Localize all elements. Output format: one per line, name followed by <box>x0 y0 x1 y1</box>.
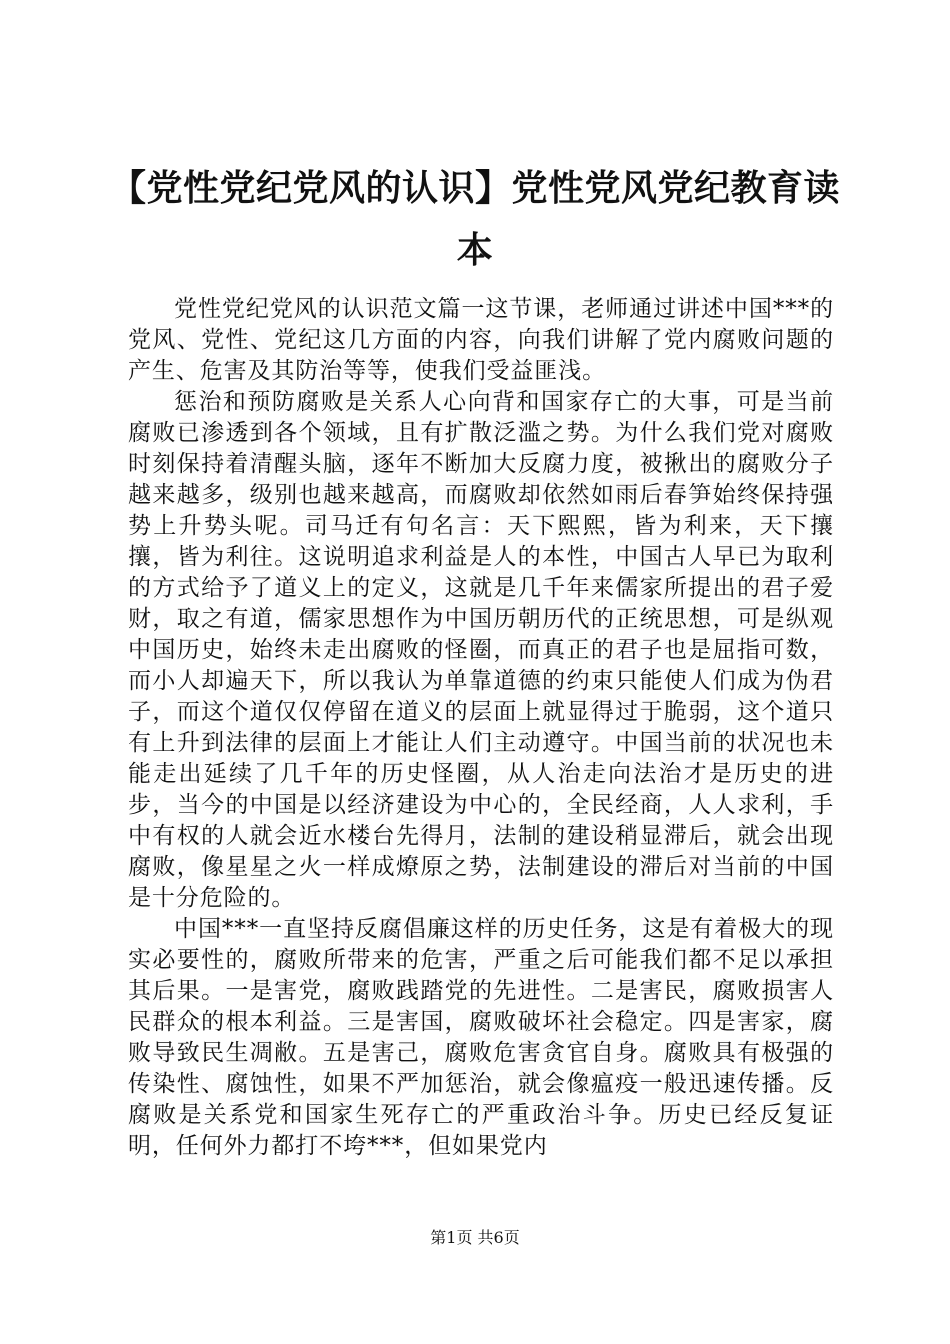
document-body <box>128 294 834 1194</box>
paragraph: 中国***一直坚持反腐倡廉这样的历史任务，这是有着极大的现实必要性的，腐败所带来的危害，严重之后可能我们都不足以承担其后果。一是害党，腐败践踏党的先进性。二是害民，腐败损害人民群众的根本利益。三是害国，腐败破坏社会稳定。四是害家，腐败导致民生凋敝。五是害己，腐败危害贪官自身。腐败具有极强的传染性、腐蚀性，如果不严加惩治，就会像瘟疫一般迅速传播。反腐败是关系党和国家生死存亡的严重政治斗争。历史已经反复证明，任何外力都打不垮***，但如果党内 <box>128 916 834 1159</box>
document-title: 【党性党纪党风的认识】党性党风党纪教育读本 <box>110 168 841 271</box>
page-number-footer: 第1页 共6页 <box>430 1228 520 1247</box>
paragraph: 惩治和预防腐败是关系人心向背和国家存亡的大事，可是当前腐败已渗透到各个领域，且有扩散泛滥之势。为什么我们党对腐败时刻保持着清醒头脑，逐年不断加大反腐力度，被揪出的腐败分子越来越多，级别也越来越高，而腐败却依然如雨后春笋始终保持强势上升势头呢。司马迁有句名言：天下熙熙，皆为利来，天下攘攘，皆为利往。这说明追求利益是人的本性，中国古人早已为取利的方式给予了道义上的定义，这就是几千年来儒家所提出的君子爱财，取之有道，儒家思想作为中国历朝历代的正统思想，可是纵观中国历史，始终未走出腐败的怪圈，而真正的君子也是屈指可数，而小人却遍天下，所以我认为单靠道德的约束只能使人们成为伪君子，而这个道仅仅停留在道义的层面上就显得过于脆弱，这个道只有上升到法律的层面上才能让人们主动遵守。中国当前的状况也未能走出延续了几千年的历史怪圈，从人治走向法治才是历史的进步，当今的中国是以经济建设为中心的，全民经商，人人求利，手中有权的人就会近水楼台先得月，法制的建设稍显滞后，就会出现腐败，像星星之火一样成燎原之势，法制建设的滞后对当前的中国是十分危险的。 <box>128 389 834 911</box>
paragraph: 党性党纪党风的认识范文篇一这节课，老师通过讲述中国***的党风、党性、党纪这几方面的内容，向我们讲解了党内腐败问题的产生、危害及其防治等等，使我们受益匪浅。 <box>128 296 834 384</box>
